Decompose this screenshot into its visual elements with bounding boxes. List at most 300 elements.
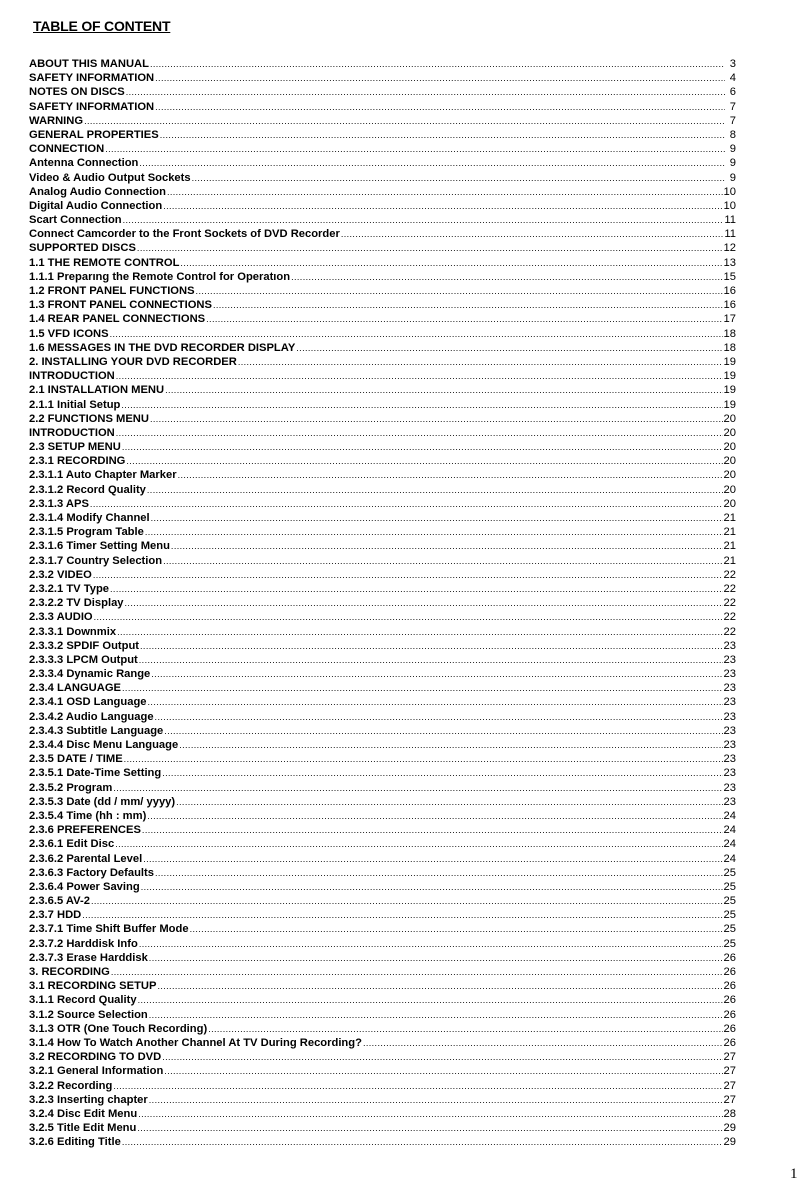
toc-entry[interactable] [29, 369, 736, 383]
toc-entry[interactable] [29, 1093, 736, 1107]
toc-entry-label: 2.3.6.5 AV-2 [29, 895, 90, 908]
toc-entry-label: 2.3.4 LANGUAGE [29, 682, 122, 695]
toc-entry-label: 2.3.1.7 Country Selection [29, 554, 163, 567]
toc-entry-label: 2.3.5.3 Date (dd / mm/ yyyy) [29, 795, 176, 808]
toc-entry-page: 23 [723, 668, 736, 681]
toc-dot-leader [111, 965, 723, 979]
toc-entry-page: 4 [729, 72, 736, 85]
toc-dot-leader [164, 724, 722, 738]
toc-dot-leader [363, 1036, 723, 1050]
toc-entry[interactable] [29, 312, 736, 326]
toc-entry[interactable] [29, 766, 736, 780]
toc-entry-page: 23 [723, 767, 736, 780]
toc-entry[interactable] [29, 398, 736, 412]
toc-entry-label: 2.3.4.3 Subtitle Language [29, 724, 164, 737]
toc-entry-page: 20 [723, 441, 736, 454]
toc-entry-page: 19 [723, 355, 736, 368]
toc-dot-leader [147, 483, 723, 497]
toc-entry-page: 23 [723, 724, 736, 737]
toc-entry[interactable] [29, 965, 736, 979]
toc-entry[interactable] [29, 625, 736, 639]
toc-entry[interactable] [29, 185, 736, 199]
toc-dot-leader [176, 795, 722, 809]
toc-dot-leader [117, 625, 722, 639]
toc-entry[interactable] [29, 1008, 736, 1022]
toc-dot-leader [155, 866, 723, 880]
toc-dot-leader [123, 213, 724, 227]
toc-entry[interactable] [29, 511, 736, 525]
toc-entry[interactable] [29, 752, 736, 766]
toc-entry-page: 23 [723, 753, 736, 766]
toc-entry-page: 26 [723, 994, 736, 1007]
toc-entry-label: 3.2.2 Recording [29, 1079, 113, 1092]
toc-entry-page: 7 [729, 100, 736, 113]
toc-dot-leader [167, 185, 723, 199]
toc-entry-label: 3.1.3 OTR (One Touch Recording) [29, 1022, 208, 1035]
toc-entry-label: 2.3.6.2 Parental Level [29, 852, 143, 865]
toc-dot-leader [145, 525, 723, 539]
page-number: 1 [790, 1166, 798, 1182]
toc-entry[interactable] [29, 539, 736, 553]
toc-dot-leader [149, 1008, 723, 1022]
toc-entry-page: 6 [729, 86, 736, 99]
toc-entry[interactable] [29, 866, 736, 880]
toc-entry[interactable] [29, 1050, 736, 1064]
toc-dot-leader [206, 312, 722, 326]
toc-dot-leader [296, 341, 722, 355]
toc-dot-leader [91, 894, 723, 908]
toc-entry-page: 27 [723, 1065, 736, 1078]
toc-entry[interactable] [29, 156, 736, 170]
toc-entry-page: 24 [723, 838, 736, 851]
toc-dot-leader [155, 71, 725, 85]
toc-entry[interactable] [29, 852, 736, 866]
toc-dot-leader [155, 100, 725, 114]
toc-dot-leader [138, 993, 723, 1007]
toc-entry-page: 19 [723, 384, 736, 397]
toc-entry-page: 28 [723, 1107, 736, 1120]
toc-dot-leader [84, 114, 725, 128]
toc-dot-leader [155, 710, 723, 724]
toc-entry-page: 27 [723, 1051, 736, 1064]
toc-entry[interactable] [29, 639, 736, 653]
toc-entry-page: 23 [723, 696, 736, 709]
toc-entry-label: 3.1.2 Source Selection [29, 1008, 148, 1021]
toc-dot-leader [151, 667, 722, 681]
toc-entry[interactable] [29, 171, 736, 185]
toc-entry[interactable] [29, 979, 736, 993]
toc-entry[interactable] [29, 525, 736, 539]
toc-entry-label: 2.1 INSTALLATION MENU [29, 384, 165, 397]
toc-entry-page: 21 [723, 512, 736, 524]
toc-dot-leader [178, 468, 723, 482]
toc-entry-page: 25 [723, 923, 736, 936]
toc-entry[interactable] [29, 937, 736, 951]
toc-entry[interactable] [29, 837, 736, 851]
toc-entry[interactable] [29, 610, 736, 624]
toc-entry[interactable] [29, 1121, 736, 1135]
toc-entry[interactable] [29, 71, 736, 85]
toc-entry-label: 3.1.4 How To Watch Another Channel At TV During Recording? [29, 1036, 362, 1049]
toc-entry[interactable] [29, 256, 736, 270]
toc-entry-label: INTRODUCTION [29, 426, 115, 439]
toc-dot-leader [110, 582, 723, 596]
toc-entry-label: 2.3.2 VIDEO [29, 568, 92, 581]
toc-entry-label: 2.1.1 Initial Setup [29, 398, 121, 411]
toc-entry-label: 2.3 SETUP MENU [29, 441, 121, 454]
toc-dot-leader [139, 156, 725, 170]
toc-entry-page: 23 [723, 781, 736, 794]
toc-entry[interactable] [29, 142, 736, 156]
toc-entry-page: 11 [724, 214, 736, 227]
toc-dot-leader [148, 695, 723, 709]
toc-entry[interactable] [29, 383, 736, 397]
toc-entry[interactable] [29, 894, 736, 908]
toc-entry-label: CONNECTION [29, 143, 105, 156]
toc-dot-leader [192, 171, 725, 185]
toc-entry-label: 2.3.1 RECORDING [29, 455, 126, 468]
toc-dot-leader [82, 908, 722, 922]
toc-entry-page: 8 [729, 128, 736, 141]
toc-entry-label: 1.4 REAR PANEL CONNECTIONS [29, 313, 206, 326]
toc-entry-label: 2.3.6 PREFERENCES [29, 824, 141, 837]
toc-entry-page: 29 [723, 1122, 736, 1135]
toc-entry-page: 26 [723, 966, 736, 978]
toc-entry-page: 16 [723, 299, 736, 312]
toc-entry-page: 9 [729, 143, 736, 156]
toc-entry-label: Video & Audio Output Sockets [29, 171, 191, 184]
toc-entry[interactable] [29, 483, 736, 497]
toc-entry[interactable] [29, 724, 736, 738]
toc-entry[interactable] [29, 100, 736, 114]
toc-entry-page: 27 [723, 1079, 736, 1092]
toc-entry-label: 1.2 FRONT PANEL FUNCTIONS [29, 285, 195, 297]
toc-dot-leader [140, 639, 723, 653]
toc-entry-page: 12 [723, 242, 736, 255]
toc-entry-label: 1.3 FRONT PANEL CONNECTIONS [29, 299, 212, 312]
toc-dot-leader [122, 440, 723, 454]
toc-entry[interactable] [29, 738, 736, 752]
toc-dot-leader [110, 327, 723, 341]
toc-entry-page: 21 [723, 526, 736, 539]
toc-entry-page: 17 [723, 313, 736, 326]
toc-dot-leader [142, 823, 723, 837]
toc-entry-page: 29 [723, 1136, 736, 1149]
toc-entry-page: 26 [723, 951, 736, 964]
toc-entry-page: 9 [729, 157, 736, 170]
toc-entry[interactable] [29, 795, 736, 809]
toc-dot-leader [113, 1079, 722, 1093]
toc-entry-label: 2.3.1.1 Auto Chapter Marker [29, 469, 177, 482]
toc-entry-label: 2.3.3.4 Dynamic Range [29, 668, 151, 681]
toc-entry-label: 2.3.4.4 Disc Menu Language [29, 739, 179, 751]
toc-entry-label: Digital Audio Connection [29, 199, 163, 212]
toc-entry-page: 10 [723, 185, 736, 198]
toc-entry[interactable] [29, 653, 736, 667]
toc-dot-leader [139, 937, 723, 951]
toc-entry-label: 2.3.1.6 Timer Setting Menu [29, 540, 170, 553]
toc-entry-label: 2.3.3.3 LPCM Output [29, 653, 138, 666]
toc-entry[interactable] [29, 468, 736, 482]
toc-entry-label: 1.1 THE REMOTE CONTROL [29, 256, 180, 269]
toc-list [29, 57, 736, 1149]
toc-entry-label: 3.2.5 Title Edit Menu [29, 1122, 137, 1135]
toc-dot-leader [213, 298, 723, 312]
toc-dot-leader [151, 511, 723, 525]
toc-entry[interactable] [29, 227, 736, 241]
toc-entry-label: 3.2.6 Editing Title [29, 1136, 121, 1149]
toc-entry-label: SUPPORTED DISCS [29, 242, 136, 255]
toc-dot-leader [164, 1064, 722, 1078]
toc-dot-leader [93, 568, 723, 582]
toc-dot-leader [171, 539, 723, 553]
toc-entry-label: 1.1.1 Preparıng the Remote Control for Operatıon [29, 270, 291, 283]
toc-entry-label: 2.3.5.2 Program [29, 781, 113, 794]
toc-entry[interactable] [29, 1079, 736, 1093]
toc-entry[interactable] [29, 908, 736, 922]
toc-entry-label: 2.3.4.2 Audio Language [29, 710, 154, 723]
toc-dot-leader [143, 852, 722, 866]
toc-dot-leader [341, 227, 724, 241]
toc-entry-page: 10 [723, 199, 736, 212]
toc-entry[interactable] [29, 1064, 736, 1078]
toc-entry-page: 24 [723, 824, 736, 837]
toc-dot-leader [162, 1050, 722, 1064]
toc-entry[interactable] [29, 270, 736, 284]
toc-dot-leader [122, 1135, 723, 1149]
toc-entry-page: 16 [723, 285, 736, 297]
toc-entry-label: 2.3.1.2 Record Quality [29, 483, 146, 496]
toc-entry-page: 13 [723, 256, 736, 269]
toc-dot-leader [165, 383, 722, 397]
toc-entry-label: NOTES ON DISCS [29, 86, 125, 99]
toc-entry-page: 18 [723, 327, 736, 340]
toc-entry-page: 27 [723, 1093, 736, 1106]
toc-dot-leader [150, 412, 723, 426]
toc-entry[interactable] [29, 568, 736, 582]
toc-entry[interactable] [29, 993, 736, 1007]
toc-entry[interactable] [29, 554, 736, 568]
toc-dot-leader [137, 241, 723, 255]
toc-dot-leader [116, 426, 723, 440]
toc-dot-leader [139, 653, 723, 667]
toc-entry-page: 23 [723, 682, 736, 695]
toc-entry-page: 23 [723, 739, 736, 751]
toc-dot-leader [126, 454, 722, 468]
toc-entry[interactable] [29, 951, 736, 965]
toc-dot-leader [141, 880, 723, 894]
toc-entry-page: 23 [723, 639, 736, 652]
toc-entry-page: 23 [723, 653, 736, 666]
toc-entry-page: 25 [723, 880, 736, 893]
toc-entry[interactable] [29, 213, 736, 227]
toc-dot-leader [157, 979, 722, 993]
toc-dot-leader [196, 284, 723, 298]
toc-entry[interactable] [29, 710, 736, 724]
toc-entry[interactable] [29, 695, 736, 709]
toc-entry[interactable] [29, 823, 736, 837]
toc-entry-page: 11 [724, 228, 736, 241]
toc-dot-leader [179, 738, 722, 752]
toc-entry[interactable] [29, 596, 736, 610]
toc-dot-leader [94, 610, 723, 624]
toc-entry[interactable] [29, 199, 736, 213]
toc-dot-leader [149, 951, 723, 965]
toc-dot-leader [180, 256, 722, 270]
toc-entry-page: 26 [723, 1008, 736, 1021]
toc-entry[interactable] [29, 1022, 736, 1036]
toc-entry-label: 2.3.7 HDD [29, 909, 82, 922]
toc-entry-label: 2.3.2.2 TV Display [29, 597, 124, 610]
toc-entry-label: 3.1.1 Record Quality [29, 994, 137, 1007]
toc-entry-page: 21 [723, 554, 736, 567]
toc-entry-page: 25 [723, 909, 736, 922]
toc-entry[interactable] [29, 426, 736, 440]
toc-entry[interactable] [29, 57, 736, 71]
toc-entry-page: 21 [723, 540, 736, 553]
toc-entry[interactable] [29, 454, 736, 468]
toc-dot-leader [122, 681, 723, 695]
toc-entry-label: 1.5 VFD ICONS [29, 327, 109, 340]
toc-entry-page: 20 [723, 426, 736, 439]
toc-dot-leader [160, 128, 725, 142]
toc-entry-label: Connect Camcorder to the Front Sockets of DVD Recorder [29, 228, 340, 241]
toc-entry-label: 3.2.4 Disc Edit Menu [29, 1107, 138, 1120]
toc-dot-leader [126, 85, 725, 99]
toc-entry-label: 2.3.7.1 Time Shift Buffer Mode [29, 923, 189, 936]
toc-entry-page: 23 [723, 710, 736, 723]
toc-entry[interactable] [29, 1036, 736, 1050]
toc-entry[interactable] [29, 781, 736, 795]
toc-entry[interactable] [29, 681, 736, 695]
toc-entry-page: 25 [723, 937, 736, 950]
toc-dot-leader [124, 752, 723, 766]
toc-entry-page: 3 [729, 58, 736, 70]
toc-entry-label: 2.3.7.3 Erase Harddisk [29, 951, 148, 964]
toc-entry-page: 22 [723, 597, 736, 610]
toc-entry-page: 20 [723, 483, 736, 496]
toc-entry-label: INTRODUCTION [29, 370, 115, 383]
toc-entry[interactable] [29, 582, 736, 596]
toc-entry-label: 2.3.3 AUDIO [29, 611, 93, 624]
toc-entry-page: 20 [723, 469, 736, 482]
toc-title: TABLE OF CONTENT [33, 18, 171, 34]
toc-entry[interactable] [29, 880, 736, 894]
toc-entry-page: 24 [723, 809, 736, 822]
toc-entry-page: 22 [723, 625, 736, 638]
toc-entry-label: 3.1 RECORDING SETUP [29, 980, 157, 993]
toc-entry[interactable] [29, 327, 736, 341]
toc-entry-label: 3.2 RECORDING TO DVD [29, 1051, 162, 1064]
toc-entry-label: 3.2.3 Inserting chapter [29, 1093, 148, 1106]
toc-dot-leader [149, 1093, 723, 1107]
toc-dot-leader [116, 369, 723, 383]
toc-entry-page: 23 [723, 795, 736, 808]
toc-entry-label: 2.3.5.1 Date-Time Setting [29, 767, 162, 780]
toc-entry-page: 9 [729, 171, 736, 184]
toc-entry-label: 1.6 MESSAGES IN THE DVD RECORDER DISPLAY [29, 341, 296, 354]
toc-entry-page: 18 [723, 341, 736, 354]
toc-entry-label: 2.3.5.4 Time (hh : mm) [29, 809, 147, 822]
toc-entry-page: 19 [723, 370, 736, 383]
toc-entry-label: Scart Connection [29, 214, 122, 227]
toc-entry[interactable] [29, 1135, 736, 1149]
toc-entry[interactable] [29, 114, 736, 128]
toc-entry-page: 25 [723, 895, 736, 908]
toc-entry-page: 25 [723, 866, 736, 879]
toc-entry[interactable] [29, 412, 736, 426]
toc-entry-label: 2. INSTALLING YOUR DVD RECORDER [29, 355, 237, 368]
toc-dot-leader [125, 596, 723, 610]
toc-entry[interactable] [29, 341, 736, 355]
toc-dot-leader [137, 1121, 722, 1135]
toc-entry[interactable] [29, 667, 736, 681]
toc-entry-label: 2.3.2.1 TV Type [29, 582, 110, 595]
toc-entry-page: 24 [723, 852, 736, 865]
toc-entry-label: 2.3.1.5 Program Table [29, 526, 144, 539]
toc-entry-label: 2.3.1.3 APS [29, 497, 89, 510]
toc-entry[interactable] [29, 497, 736, 511]
toc-entry-label: SAFETY INFORMATION [29, 72, 155, 85]
toc-entry-label: ABOUT THIS MANUAL [29, 58, 149, 70]
toc-entry[interactable] [29, 1107, 736, 1121]
toc-entry[interactable] [29, 355, 736, 369]
toc-entry-label: WARNING [29, 114, 84, 127]
toc-dot-leader [113, 781, 722, 795]
toc-entry[interactable] [29, 284, 736, 298]
toc-entry-label: SAFETY INFORMATION [29, 100, 155, 113]
toc-entry-page: 15 [723, 270, 736, 283]
toc-entry-label: 2.2 FUNCTIONS MENU [29, 412, 149, 425]
toc-dot-leader [190, 922, 723, 936]
toc-entry-label: 3.2.1 General Information [29, 1065, 164, 1078]
toc-dot-leader [147, 809, 722, 823]
toc-entry[interactable] [29, 241, 736, 255]
toc-entry-label: 2.3.3.1 Downmix [29, 625, 117, 638]
toc-entry-label: 2.3.6.1 Edit Disc [29, 838, 115, 851]
toc-dot-leader [163, 199, 722, 213]
toc-entry-label: GENERAL PROPERTIES [29, 128, 159, 141]
toc-entry-label: 2.3.6.4 Power Saving [29, 880, 140, 893]
toc-entry-label: 2.3.6.3 Factory Defaults [29, 866, 154, 879]
toc-entry-label: 2.3.1.4 Modify Channel [29, 512, 150, 524]
toc-dot-leader [105, 142, 725, 156]
toc-dot-leader [238, 355, 723, 369]
toc-entry-label: 2.3.5 DATE / TIME [29, 753, 123, 766]
toc-entry[interactable] [29, 298, 736, 312]
toc-entry-page: 7 [729, 114, 736, 127]
toc-entry-label: Antenna Connection [29, 157, 139, 170]
toc-entry[interactable] [29, 809, 736, 823]
toc-entry[interactable] [29, 85, 736, 99]
toc-dot-leader [162, 766, 722, 780]
toc-dot-leader [291, 270, 722, 284]
toc-entry[interactable] [29, 922, 736, 936]
toc-dot-leader [138, 1107, 722, 1121]
toc-entry[interactable] [29, 128, 736, 142]
toc-dot-leader [115, 837, 722, 851]
toc-entry-page: 20 [723, 455, 736, 468]
toc-entry-label: 2.3.3.2 SPDIF Output [29, 639, 140, 652]
toc-entry-page: 26 [723, 1036, 736, 1049]
toc-entry-page: 20 [723, 412, 736, 425]
toc-dot-leader [121, 398, 722, 412]
toc-entry-label: 2.3.4.1 OSD Language [29, 696, 147, 709]
toc-entry-label: 3. RECORDING [29, 966, 110, 978]
toc-entry-label: 2.3.7.2 Harddisk Info [29, 937, 138, 950]
toc-entry[interactable] [29, 440, 736, 454]
toc-dot-leader [150, 57, 725, 71]
